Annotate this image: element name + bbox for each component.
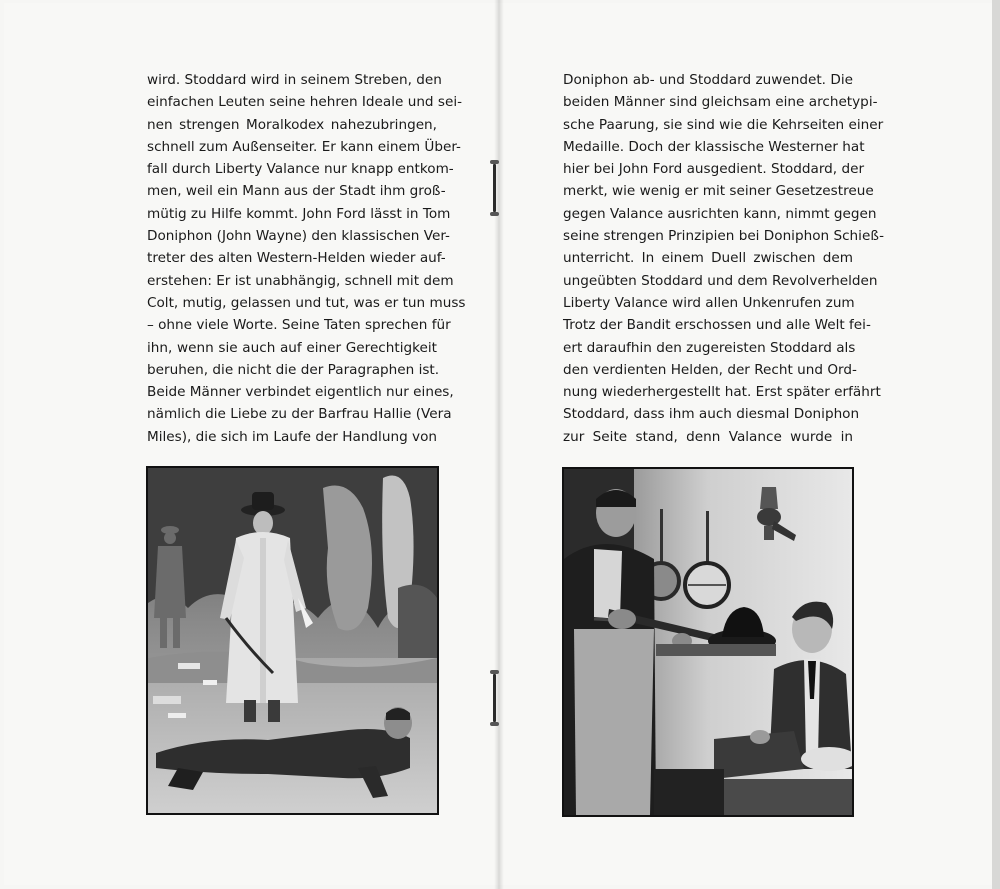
text-line: treter des alten Western-Helden wieder auf-: [147, 250, 446, 267]
page-edge: [992, 0, 1000, 889]
text-line: – ohne viele Worte. Seine Taten sprechen für: [147, 317, 451, 334]
text-line: nämlich die Liebe zu der Barfrau Hallie (Vera: [147, 406, 452, 423]
text-line: sche Paarung, sie sind wie die Kehrseiten einer: [563, 116, 884, 133]
text-line: ihn, wenn sie auch auf einer Gerechtigkeit: [147, 339, 437, 356]
text-line: einfachen Leuten seine hehren Ideale und sei-: [147, 94, 463, 111]
text-line: erstehen: Er ist unabhängig, schnell mit dem: [147, 272, 454, 289]
text-line: Liberty Valance wird allen Unkenrufen zum: [563, 294, 855, 311]
text-line: beruhen, die nicht die der Paragraphen ist.: [147, 361, 440, 378]
film-still-photo: [146, 466, 439, 815]
text-line: fall durch Liberty Valance nur knapp entkom-: [147, 161, 454, 178]
film-still-photo: [562, 467, 854, 817]
staple: [490, 668, 500, 728]
page-gutter: [494, 0, 504, 889]
text-line: zur Seite stand, denn Valance wurde in: [563, 428, 853, 445]
text-line: nen strengen Moralkodex nahezubringen,: [147, 116, 437, 133]
text-line: Doniphon (John Wayne) den klassischen Ver-: [147, 228, 450, 245]
text-line: den verdienten Helden, der Recht und Ord-: [563, 361, 857, 378]
text-line: merkt, wie wenig er mit seiner Gesetzestreue: [563, 183, 874, 200]
text-line: wird. Stoddard wird in seinem Streben, den: [147, 72, 442, 88]
text-line: Doniphon ab- und Stoddard zuwendet. Die: [563, 72, 853, 88]
staple: [490, 158, 500, 218]
text-line: ert daraufhin den zugereisten Stoddard als: [563, 339, 856, 356]
right-body-text: [563, 69, 885, 448]
text-line: seine strengen Prinzipien bei Doniphon Schieß-: [563, 228, 885, 245]
text-line: beiden Männer sind gleichsam eine archetypi-: [563, 94, 878, 111]
text-line: Stoddard, dass ihm auch diesmal Doniphon: [563, 406, 860, 423]
text-line: schnell zum Außenseiter. Er kann einem Über-: [147, 138, 461, 155]
left-body-text: [147, 69, 466, 448]
film-still-illustration: [148, 468, 437, 813]
text-line: gegen Valance ausrichten kann, nimmt gegen: [563, 205, 877, 222]
text-line: hier bei John Ford ausgedient. Stoddard, der: [563, 161, 865, 178]
text-line: Colt, mutig, gelassen und tut, was er tun muss: [147, 294, 466, 311]
film-still-illustration: [564, 469, 852, 815]
text-line: Beide Männer verbindet eigentlich nur eines,: [147, 384, 454, 401]
text-line: nung wiederhergestellt hat. Erst später erfährt: [563, 384, 881, 401]
text-line: Trotz der Bandit erschossen und alle Welt fei-: [563, 317, 871, 334]
text-line: unterricht. In einem Duell zwischen dem: [563, 250, 853, 267]
text-line: men, weil ein Mann aus der Stadt ihm groß-: [147, 183, 446, 200]
text-line: Miles), die sich im Laufe der Handlung von: [147, 428, 437, 445]
text-line: ungeübten Stoddard und dem Revolverhelden: [563, 272, 878, 289]
text-line: mütig zu Hilfe kommt. John Ford lässt in Tom: [147, 205, 451, 222]
text-line: Medaille. Doch der klassische Westerner hat: [563, 138, 865, 155]
